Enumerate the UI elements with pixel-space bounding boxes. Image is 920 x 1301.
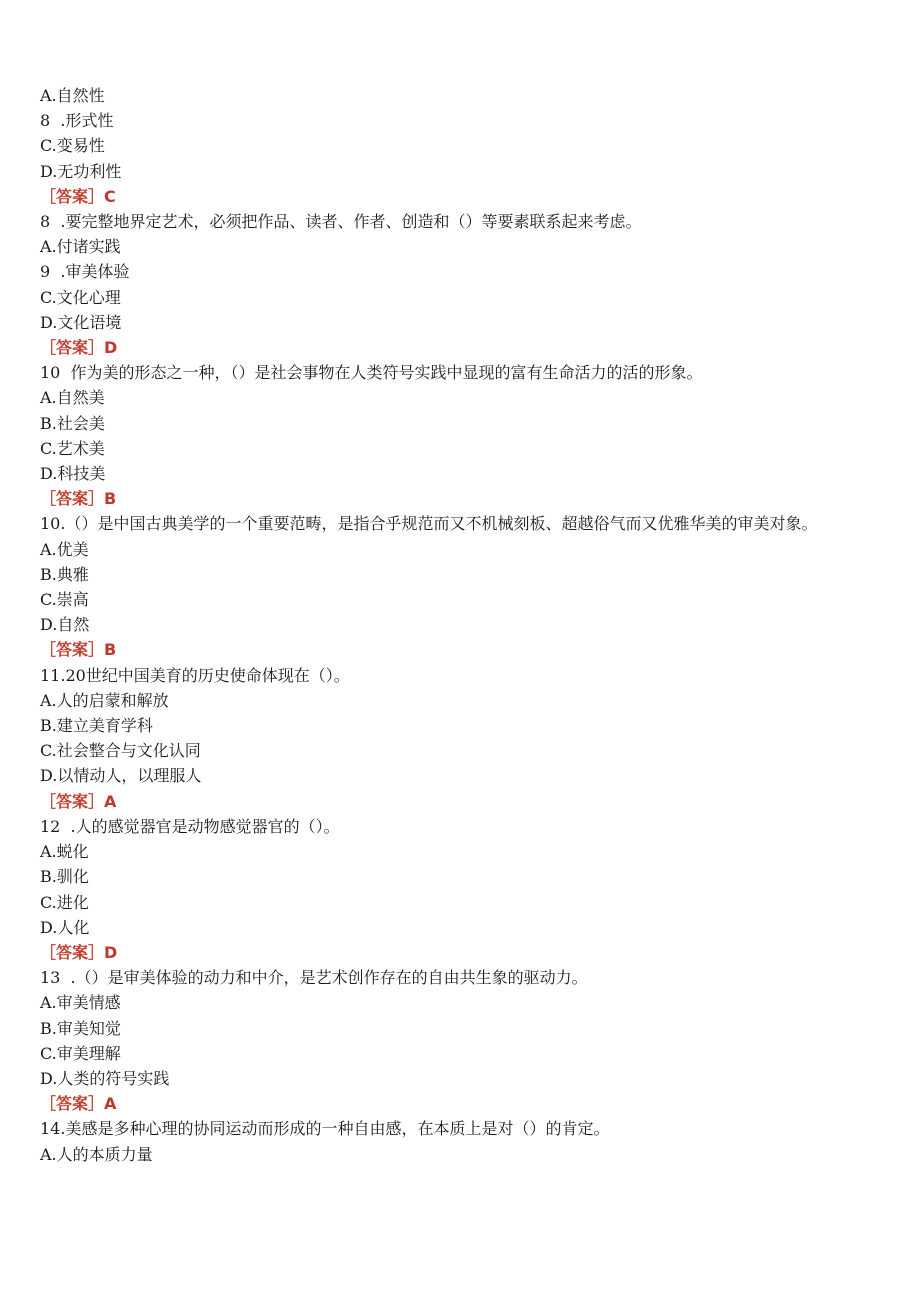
option-text: B.社会美 [40, 413, 105, 433]
answer-line: ［答案］D [40, 338, 118, 358]
option-text: D.科技美 [40, 464, 106, 484]
option-text: C.文化心理 [40, 287, 121, 307]
option-text: A.自然美 [40, 388, 105, 408]
option-text: A.人的本质力量 [40, 1144, 153, 1164]
option-text: B.审美知觉 [40, 1018, 121, 1038]
option-text: D.人类的符号实践 [40, 1068, 170, 1088]
answer-line: ［答案］C [40, 186, 116, 206]
answer-line: ［答案］B [40, 640, 117, 660]
answer-line: ［答案］A [40, 1094, 117, 1114]
option-text: B.建立美育学科 [40, 716, 153, 736]
option-text: D.以情动人，以理服人 [40, 766, 202, 786]
option-text: C.审美理解 [40, 1043, 121, 1063]
option-text: A.审美情感 [40, 993, 121, 1013]
question-text: 13 .（）是审美体验的动力和中介，是艺术创作存在的自由共生象的驱动力。 [40, 968, 588, 988]
question-text: 14.美感是多种心理的协同运动而形成的一种自由感，在本质上是对（）的肯定。 [40, 1119, 610, 1139]
option-text: 9 .审美体验 [40, 262, 130, 282]
option-text: D.人化 [40, 917, 90, 937]
document-page [40, 83, 880, 1167]
option-text: A.人的启蒙和解放 [40, 690, 169, 710]
option-text: A.优美 [40, 539, 89, 559]
question-text: 10 作为美的形态之一种，（）是社会事物在人类符号实践中显现的富有生命活力的活的形象。 [40, 363, 703, 383]
answer-line: ［答案］A [40, 791, 117, 811]
option-text: A.自然性 [40, 86, 105, 105]
option-text: B.典雅 [40, 564, 89, 584]
option-text: 8 .形式性 [40, 111, 114, 131]
option-text: D.自然 [40, 615, 90, 635]
option-text: D.无功利性 [40, 161, 122, 181]
option-text: C.社会整合与文化认同 [40, 741, 201, 761]
question-text: 10.（）是中国古典美学的一个重要范畴，是指合乎规范而又不机械刻板、超越俗气而又优雅华美的审美对象。 [40, 514, 818, 534]
question-text: 12 .人的感觉器官是动物感觉器官的（）。 [40, 816, 340, 836]
option-text: A.蜕化 [40, 842, 89, 862]
option-text: C.进化 [40, 892, 89, 912]
question-text: 8 .要完整地界定艺术，必须把作品、读者、作者、创造和（）等要素联系起来考虑。 [40, 212, 642, 232]
option-text: B.驯化 [40, 867, 89, 887]
option-text: C.艺术美 [40, 438, 105, 458]
answer-line: ［答案］B [40, 489, 117, 509]
option-text: C.变易性 [40, 136, 105, 156]
option-text: D.文化语境 [40, 312, 122, 332]
answer-line: ［答案］D [40, 942, 118, 962]
option-text: A.付诸实践 [40, 237, 121, 257]
question-text: 11.20世纪中国美育的历史使命体现在（）。 [40, 665, 350, 685]
option-text: C.崇高 [40, 590, 89, 610]
